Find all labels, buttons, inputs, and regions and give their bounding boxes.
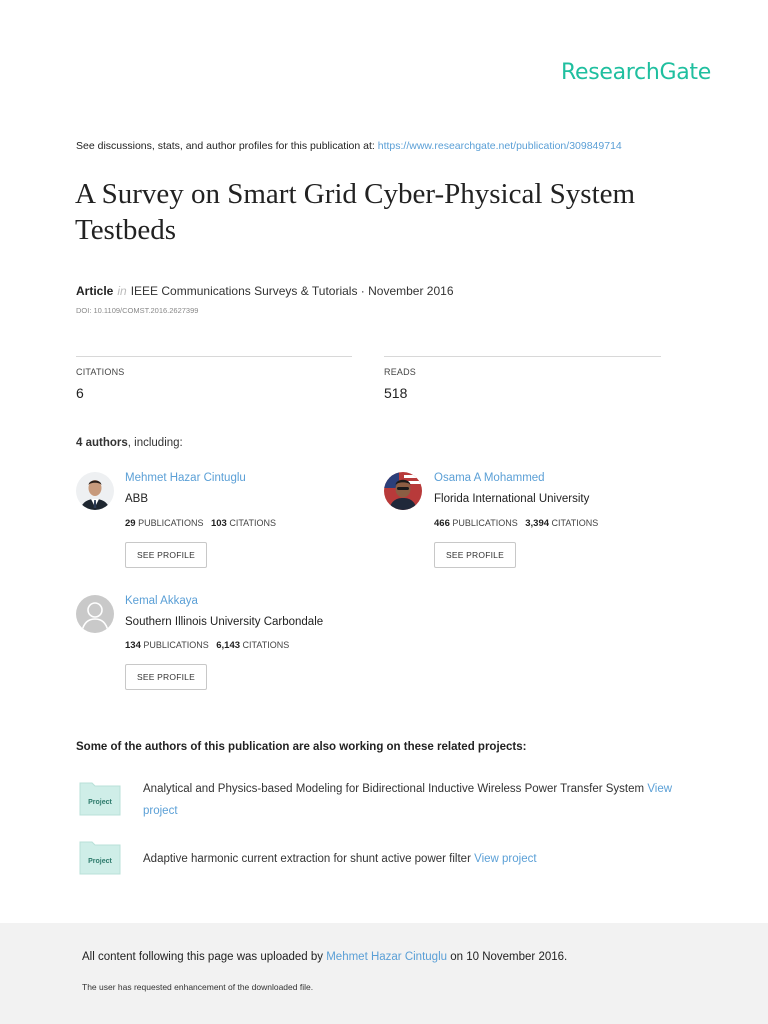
see-discussions-text: See discussions, stats, and author profiles for this publication at:: [76, 140, 378, 152]
author-institution: Southern Illinois University Carbondale: [125, 616, 324, 628]
author-name-link[interactable]: Mehmet Hazar Cintuglu: [125, 472, 246, 484]
project-item: [143, 778, 703, 822]
publications-label: PUBLICATIONS: [452, 518, 518, 528]
author-publications-count: 134: [125, 640, 141, 651]
view-project-link-continued[interactable]: project: [143, 805, 178, 817]
publication-title: A Survey on Smart Grid Cyber-Physical System Testbeds: [75, 178, 636, 246]
publications-label: PUBLICATIONS: [138, 518, 204, 528]
view-project-link[interactable]: View project: [474, 853, 537, 865]
author-avatar[interactable]: [76, 472, 114, 510]
citations-label: CITATIONS: [229, 518, 277, 528]
upload-prefix: All content following this page was uploaded by: [82, 951, 327, 963]
author-citations-count: 103: [210, 518, 227, 529]
publication-url-link[interactable]: https://www.researchgate.net/publication/309849714: [377, 140, 622, 152]
author-institution: Florida International University: [434, 493, 590, 505]
folder-icon: [79, 839, 121, 875]
author-publications-count: 466: [434, 518, 450, 529]
author-photo-icon: [384, 472, 422, 510]
upload-info: [82, 951, 567, 963]
folder-icon: [79, 780, 121, 816]
in-label: in: [117, 284, 127, 298]
authors-including: , including:: [127, 437, 183, 449]
projects-heading: Some of the authors of this publication are also working on these related projects:: [76, 741, 527, 753]
author-citations-count: 6,143: [216, 640, 241, 651]
citations-label: CITATIONS: [551, 518, 599, 528]
publication-source-line: [76, 140, 622, 152]
reads-divider: [384, 356, 661, 357]
project-title: Adaptive harmonic current extraction for shunt active power filter: [143, 853, 471, 865]
publication-type: Article: [76, 284, 114, 298]
project-folder-icon[interactable]: [79, 780, 121, 816]
author-avatar[interactable]: [384, 472, 422, 510]
footer-panel: [0, 923, 768, 1024]
reads-label: READS: [384, 367, 417, 377]
view-project-link[interactable]: View: [647, 783, 673, 795]
author-citations-count: 3,394: [525, 518, 550, 529]
citations-label: CITATIONS: [242, 640, 290, 650]
citations-divider: [76, 356, 352, 357]
author-stats: [434, 518, 598, 529]
project-item: [143, 848, 703, 870]
author-institution: ABB: [125, 493, 149, 505]
reads-count: 518: [384, 385, 408, 401]
see-profile-button[interactable]: SEE PROFILE: [125, 664, 207, 690]
project-folder-icon[interactable]: [79, 839, 121, 875]
author-stats: [125, 640, 289, 651]
publication-doi: DOI: 10.1109/COMST.2016.2627399: [76, 306, 199, 315]
author-photo-icon: [76, 472, 114, 510]
author-publications-count: 29: [125, 518, 136, 529]
researchgate-logo[interactable]: ResearchGate: [560, 60, 711, 85]
project-badge-text: Project: [88, 858, 112, 865]
citations-count: 6: [76, 385, 84, 401]
project-title: Analytical and Physics-based Modeling for Bidirectional Inductive Wireless Power Transfer System: [143, 783, 645, 795]
project-badge-text: Project: [88, 799, 112, 806]
see-profile-button[interactable]: SEE PROFILE: [434, 542, 516, 568]
author-avatar[interactable]: [76, 595, 114, 633]
enhancement-note: The user has requested enhancement of the downloaded file.: [82, 982, 314, 992]
authors-count: 4 authors: [76, 437, 128, 449]
publications-label: PUBLICATIONS: [143, 640, 209, 650]
uploader-link[interactable]: Mehmet Hazar Cintuglu: [326, 951, 448, 963]
citations-label: CITATIONS: [76, 367, 125, 377]
upload-suffix: on 10 November 2016.: [447, 951, 568, 963]
authors-heading: [76, 437, 183, 449]
publication-meta: [76, 284, 454, 298]
see-profile-button[interactable]: SEE PROFILE: [125, 542, 207, 568]
default-avatar-icon: [76, 595, 114, 633]
author-name-link[interactable]: Kemal Akkaya: [125, 595, 198, 607]
author-stats: [125, 518, 276, 529]
publication-venue: IEEE Communications Surveys & Tutorials · November 2016: [130, 284, 454, 298]
author-name-link[interactable]: Osama A Mohammed: [434, 472, 545, 484]
